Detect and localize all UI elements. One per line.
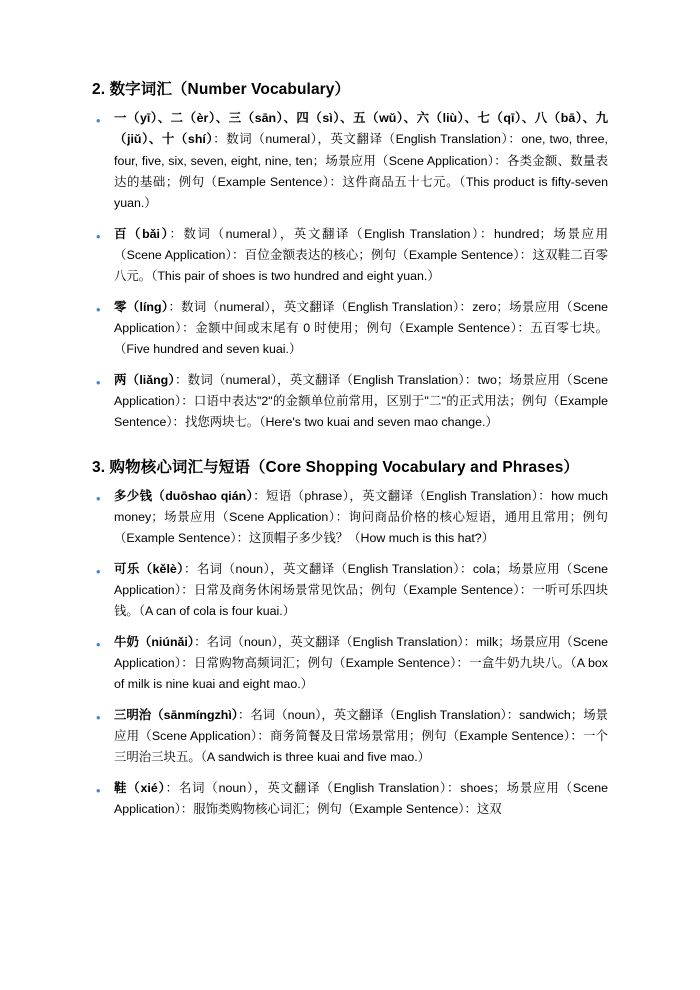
list-item [92, 778, 608, 821]
bullet-icon: • [96, 490, 101, 506]
entry-text: ：数词（numeral），英文翻译（English Translation）：two；场景应用（Scene Application）：口语中表达"2"的金额单位前常用，区别于"二"的正式用法；例句（Example Sentence）：找您两块七。（Here's two kuai and seven mao change.） [114, 372, 608, 430]
entry-text: ：名词（noun），英文翻译（English Translation）：shoes；场景应用（Scene Application）：服饰类购物核心词汇；例句（Example Sentence）：这双 [114, 780, 608, 816]
entry-text: ：名词（noun），英文翻译（English Translation）：milk；场景应用（Scene Application）：日常购物高频词汇；例句（Example Sentence）：一盒牛奶九块八。（A box of milk is nine kuai and eight mao.） [114, 634, 608, 692]
bullet-icon: • [96, 112, 101, 128]
bullet-icon: • [96, 782, 101, 798]
bullet-icon: • [96, 709, 101, 725]
entry-term: 可乐（kělè） [114, 561, 184, 576]
section-heading-core-shopping-vocabulary: 3. 购物核心词汇与短语（Core Shopping Vocabulary and Phrases） [92, 458, 580, 476]
list-item [92, 632, 608, 696]
bullet-icon: • [96, 301, 101, 317]
entry-term: 多少钱（duōshao qián） [114, 488, 254, 503]
bullet-icon: • [96, 636, 101, 652]
entry-text: ：数词（numeral），英文翻译（English Translation）：zero；场景应用（Scene Application）：金额中间或末尾有 0 时使用；例句（Example Sentence）：五百零七块。（Five hundred and seven kuai.） [114, 299, 609, 357]
entry-term: 鞋（xié） [114, 780, 166, 795]
entry-term: 牛奶（niúnǎi） [114, 634, 195, 649]
entry-list-core-shopping-vocabulary [92, 486, 608, 821]
entry-term: 零（líng） [114, 299, 169, 314]
entry-term: 百（bǎi） [114, 226, 170, 241]
list-item [92, 370, 608, 434]
list-item [92, 108, 608, 215]
list-item [92, 486, 608, 550]
list-item [92, 224, 608, 288]
entry-term: 两（liǎng） [114, 372, 175, 387]
entry-text: ：短语（phrase），英文翻译（English Translation）：how much money；场景应用（Scene Application）：询问商品价格的核心短语，通用且常用；例句（Example Sentence）：这顶帽子多少钱？（How much is this hat?） [114, 488, 608, 546]
entry-text: ：数词（numeral），英文翻译（English Translation）：hundred；场景应用（Scene Application）：百位金额表达的核心；例句（Example Sentence）：这双鞋二百零八元。（This pair of shoes is two hundred and eight yuan.） [114, 226, 608, 284]
bullet-icon: • [96, 563, 101, 579]
bullet-icon: • [96, 228, 101, 244]
entry-term: 三明治（sānmíngzhì） [114, 707, 238, 722]
list-item [92, 559, 608, 623]
entry-text: ：名词（noun），英文翻译（English Translation）：sandwich；场景应用（Scene Application）：商务简餐及日常场景常用；例句（Example Sentence）：一个三明治三块五。（A sandwich is three kuai and five mao.） [114, 707, 608, 765]
entry-list-number-vocabulary [92, 108, 608, 434]
list-item [92, 297, 608, 361]
entry-text: ：名词（noun），英文翻译（English Translation）：cola；场景应用（Scene Application）：日常及商务休闲场景常见饮品；例句（Example Sentence）：一听可乐四块钱。（A can of cola is four kuai.） [114, 561, 609, 619]
bullet-icon: • [96, 374, 101, 390]
section-heading-number-vocabulary: 2. 数字词汇（Number Vocabulary） [92, 81, 351, 98]
entry-term: 一（yī）、二（èr）、三（sān）、四（sì）、五（wǔ）、六（liù）、七（qī）、八（bā）、九（jiǔ）、十（shí） [114, 111, 608, 147]
entry-text: ：数词（numeral），英文翻译（English Translation）：one, two, three, four, five, six, seven, eight, nine, ten；场景应用（Scene Application）：各类金额、数量表达的基础；例句（Example Sentence）：这件商品五十七元。（This product is fifty-seven yuan.） [114, 132, 608, 211]
list-item [92, 705, 608, 769]
